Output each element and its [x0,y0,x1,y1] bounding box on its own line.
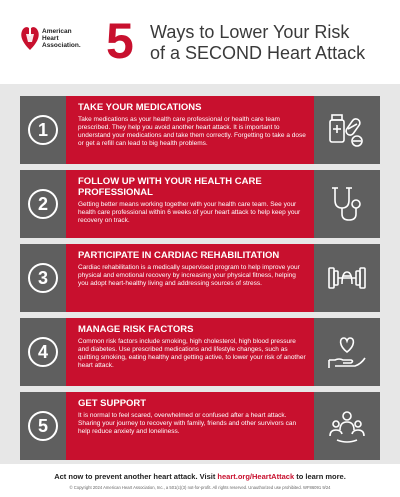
step-number: 2 [28,189,58,219]
step-card-5 [20,392,380,460]
step-card-3 [20,244,380,312]
title-line-2: of a SECOND Heart Attack [150,43,366,63]
step-body [66,170,314,238]
medication-icon [327,110,367,150]
step-icon-panel [314,244,380,312]
step-body [66,244,314,312]
step-number: 1 [28,115,58,145]
title-line-1: Ways to Lower Your Risk [150,22,350,42]
aha-logo [20,20,86,62]
step-number: 3 [28,263,58,293]
step-text: Cardiac rehabilitation is a medically supervised program to help improve your physical and emotional recovery by increasing your physical fitness, helping you adopt heart-healthy living and addressing sources of stress. [78,264,300,287]
heart-torch-icon [20,20,40,52]
step-number: 5 [28,411,58,441]
step-heading: PARTICIPATE IN CARDIAC REHABILITATION [78,250,280,261]
step-icon-panel [314,318,380,386]
page-title [150,22,390,64]
header [0,0,400,82]
heart-attack-link[interactable]: heart.org/HeartAttack [217,472,295,481]
step-number-panel [20,392,66,460]
step-heading: MANAGE RISK FACTORS [78,324,194,335]
step-card-4 [20,318,380,386]
step-number-panel [20,244,66,312]
stethoscope-icon [327,184,367,224]
logo-text: American Heart Association. [42,28,81,49]
step-icon-panel [314,96,380,164]
step-number-panel [20,96,66,164]
step-text: Take medications as your health care professional or health care team prescribed. They help you avoid another heart attack. It is important to understand your medications and take them correctly. Forgetting to take a dose or get a refill can lead to big health problems. [78,116,306,147]
step-text: It is normal to feel scared, overwhelmed or confused after a heart attack. Sharing your journey to recovery with family, friends and other survivors can help reduce anxiety and loneliness. [78,412,297,435]
step-heading: GET SUPPORT [78,398,147,409]
step-icon-panel [314,392,380,460]
step-number-panel [20,318,66,386]
step-heading: FOLLOW UP WITH YOUR HEALTH CARE PROFESSIONAL [78,176,262,198]
copyright-text: © Copyright 2024 American Heart Association, Inc., a 501(c)(3) not-for-profit. All rights reserved. Unauthorized use prohibited. WF86091 9/24 [69,485,331,490]
step-heading: TAKE YOUR MEDICATIONS [78,102,202,113]
hand-heart-icon [327,332,367,372]
footer [0,464,400,497]
step-text: Common risk factors include smoking, high cholesterol, high blood pressure and diabetes. Use prescribed medications and lifestyle changes, such as quitting smoking, eating healthy and getting active, to lower your risk of another heart attack. [78,338,306,369]
dumbbell-icon [327,258,367,298]
step-number-panel [20,170,66,238]
support-group-icon [327,406,367,446]
step-icon-panel [314,170,380,238]
step-text: Getting better means working together with your health care team. See your health care professional within 6 weeks of your heart attack to help keep your recovery on track. [78,201,301,224]
step-card-1 [20,96,380,164]
title-number: 5 [106,13,134,69]
step-body [66,392,314,460]
footer-cta: Act now to prevent another heart attack. Visit heart.org/HeartAttack to learn more. [54,472,346,481]
step-card-2 [20,170,380,238]
step-body [66,318,314,386]
step-number: 4 [28,337,58,367]
step-body [66,96,314,164]
